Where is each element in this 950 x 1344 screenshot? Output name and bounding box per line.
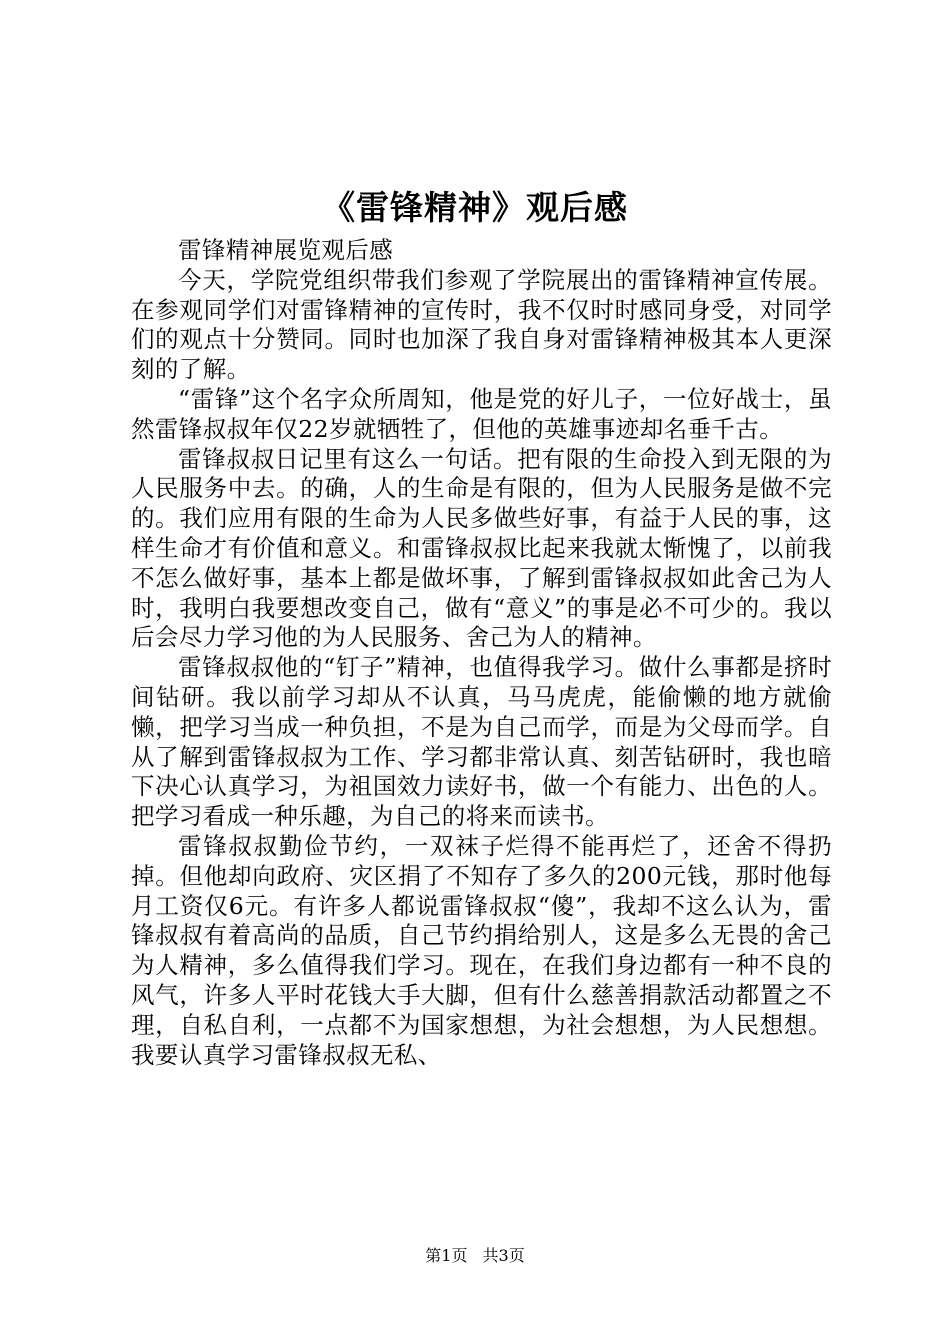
document-body: [131, 236, 832, 1070]
page-footer: [0, 1245, 950, 1267]
paragraph: “雷锋”这个名字众所周知，他是党的好儿子，一位好战士，虽然雷锋叔叔年仅22岁就牺牲了，但他的英雄事迹却名垂千古。: [131, 384, 832, 443]
paragraph: 雷锋叔叔他的“钉子”精神，也值得我学习。做什么事都是挤时间钻研。我以前学习却从不认真，马马虎虎，能偷懒的地方就偷懒，把学习当成一种负担，不是为自己而学，而是为父母而学。自从了解到雷锋叔叔为工作、学习都非常认真、刻苦钻研时，我也暗下决心认真学习，为祖国效力读好书，做一个有能力、出色的人。把学习看成一种乐趣，为自己的将来而读书。: [131, 653, 832, 831]
paragraph-subtitle: 雷锋精神展览观后感: [178, 236, 394, 264]
document-title: 《雷锋精神》观后感: [322, 188, 628, 227]
paragraph: 雷锋叔叔勤俭节约，一双袜子烂得不能再烂了，还舍不得扔掉。但他却向政府、灾区捐了不知存了多久的200元钱，那时他每月工资仅6元。有许多人都说雷锋叔叔“傻”，我却不这么认为，雷锋叔叔有着高尚的品质，自己节约捐给别人，这是多么无畏的舍己为人精神，多么值得我们学习。现在，在我们身边都有一种不良的风气，许多人平时花钱大手大脚，但有什么慈善捐款活动都置之不理，自私自利，一点都不为国家想想，为社会想想，为人民想想。我要认真学习雷锋叔叔无私、: [131, 831, 832, 1069]
page-total: 共3页: [482, 1246, 525, 1265]
paragraph: 雷锋叔叔日记里有这么一句话。把有限的生命投入到无限的为人民服务中去。的确，人的生命是有限的，但为人民服务是做不完的。我们应用有限的生命为人民多做些好事，有益于人民的事，这样生命才有价值和意义。和雷锋叔叔比起来我就太惭愧了，以前我不怎么做好事，基本上都是做坏事，了解到雷锋叔叔如此舍己为人时，我明白我要想改变自己，做有“意义”的事是必不可少的。我以后会尽力学习他的为人民服务、舍己为人的精神。: [131, 444, 832, 652]
page-number: 第1页: [425, 1246, 468, 1265]
paragraph: 今天，学院党组织带我们参观了学院展出的雷锋精神宣传展。在参观同学们对雷锋精神的宣传时，我不仅时时感同身受，对同学们的观点十分赞同。同时也加深了我自身对雷锋精神极其本人更深刻的了解。: [131, 265, 832, 384]
